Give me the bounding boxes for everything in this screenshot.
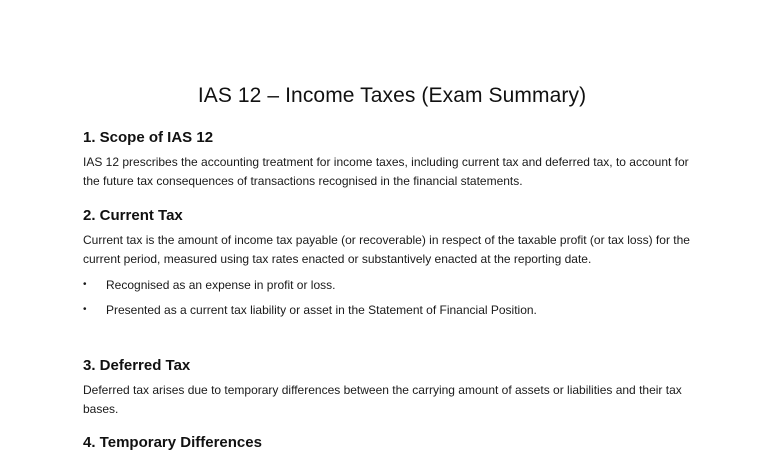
bullet-icon: • (83, 279, 87, 290)
section-heading: 4. Temporary Differences (83, 434, 262, 451)
section-paragraph: IAS 12 prescribes the accounting treatment for income taxes, including current tax and deferred tax, to account for the future tax consequences of transactions recognised in the financial statements. (83, 155, 689, 188)
bullet-text: Recognised as an expense in profit or loss. (106, 278, 336, 292)
bullet-text: Presented as a current tax liability or asset in the Statement of Financial Position. (106, 302, 537, 317)
bullet-item (83, 276, 703, 295)
bullet-item (83, 301, 703, 320)
section-heading: 1. Scope of IAS 12 (83, 129, 214, 146)
section-paragraph: Current tax is the amount of income tax payable (or recoverable) in respect of the taxable profit (or tax loss) for the current period, measured using tax rates enacted or substantively enacted at the reporting date. (83, 233, 690, 266)
bullet-list (83, 276, 703, 319)
section-current-tax (83, 207, 703, 325)
document-title: IAS 12 – Income Taxes (Exam Summary) (197, 84, 587, 107)
section-paragraph: Deferred tax arises due to temporary differences between the carrying amount of assets or liabilities and their tax bases. (83, 383, 682, 416)
bullet-icon: • (83, 303, 87, 315)
section-heading: 2. Current Tax (83, 207, 183, 224)
section-temporary-differences (83, 434, 703, 458)
section-heading: 3. Deferred Tax (83, 357, 191, 374)
section-deferred-tax (83, 357, 703, 418)
section-scope (83, 129, 703, 190)
